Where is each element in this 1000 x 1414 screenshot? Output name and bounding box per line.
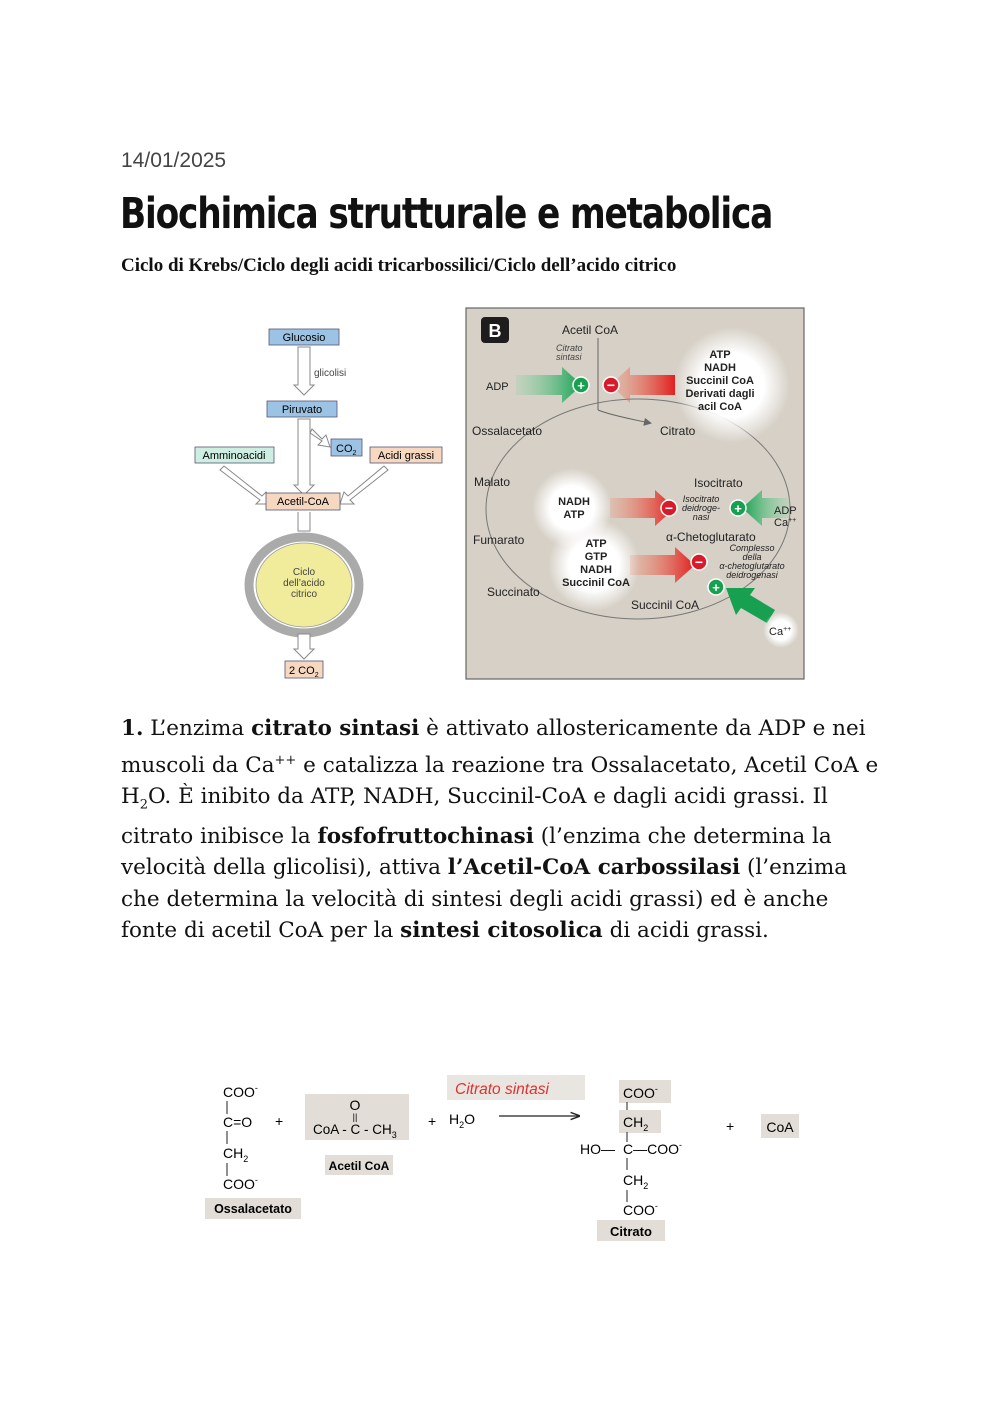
- text-run: e catalizza la reazione tra Ossalacetato, Acetil CoA e H: [121, 752, 879, 810]
- ciclo-line1: Ciclo: [292, 567, 316, 578]
- citrato-sintasi-2: sintasi: [556, 352, 582, 362]
- coa-c-ch3: CoA - C - $CH_3$: [313, 1122, 397, 1140]
- co2-label: $CO_2$: [336, 443, 357, 457]
- label-line: Complesso: [729, 543, 775, 553]
- malato-label: Malato: [474, 475, 511, 489]
- coo-group: COO-: [623, 1201, 658, 1218]
- ossalacetato-structure: [205, 1083, 301, 1219]
- citrato-label: Citrato: [660, 424, 696, 438]
- label-line: NADH: [580, 564, 612, 576]
- citrato-caption: Citrato: [610, 1224, 652, 1239]
- double-bond: ||: [352, 1112, 358, 1122]
- coa-product: CoA: [766, 1119, 794, 1135]
- label-line: NADH: [558, 496, 590, 508]
- label-line: deidroge-: [681, 503, 721, 513]
- ossalacetato-label: Ossalacetato: [472, 424, 543, 438]
- coo-group: COO-: [623, 1084, 658, 1101]
- label-line: GTP: [584, 551, 608, 563]
- paragraph-number: 1.: [121, 716, 144, 741]
- isocitrato-label: Isocitrato: [694, 476, 743, 490]
- coo-group: COO-: [223, 1083, 258, 1100]
- text-run: è attivato allostericamente da ADP e nei muscoli da Ca: [121, 716, 866, 778]
- label-line: nasi: [692, 512, 710, 522]
- page-title: Biochimica strutturale e metabolica: [120, 189, 773, 239]
- text-run: O. È inibito da ATP, NADH, Succinil-CoA e dagli acidi grassi. Il citrato inibisce la: [121, 784, 828, 849]
- figure-b-badge: B: [488, 321, 502, 341]
- minus-sign: −: [664, 500, 674, 516]
- bold-citrato-sintasi: citrato sintasi: [251, 716, 420, 741]
- plus-operator: +: [275, 1113, 284, 1129]
- ciclo-line2: dell’acido: [283, 578, 325, 589]
- label-line: Isocitrato: [682, 494, 720, 504]
- label-line: NADH: [704, 362, 736, 374]
- acidi-grassi-label: Acidi grassi: [377, 450, 435, 462]
- co-group: C=O: [223, 1114, 253, 1130]
- ca-label-mid: Ca++: [774, 517, 797, 529]
- label-line: della: [742, 552, 762, 562]
- ossalacetato-caption: Ossalacetato: [214, 1202, 292, 1216]
- text-run: (l’enzima che determina la velocità della glicolisi), attiva: [121, 823, 832, 881]
- acetil-coa-structure: [305, 1094, 409, 1175]
- minus-sign: −: [606, 377, 616, 393]
- label-line: ATP: [709, 349, 731, 361]
- superscript: ++: [274, 752, 297, 768]
- plus-sign: +: [734, 501, 742, 516]
- label-line: ATP: [563, 509, 585, 521]
- label-line: deidrogenasi: [726, 570, 778, 580]
- piruvato-label: Piruvato: [281, 404, 323, 416]
- coo-group: COO-: [223, 1175, 258, 1192]
- label-line: ATP: [585, 538, 607, 550]
- acetil-coa-label-b: Acetil CoA: [562, 323, 619, 337]
- bold-sintesi-citosolica: sintesi citosolica: [400, 918, 603, 944]
- plus-sign: +: [712, 580, 720, 595]
- acetil-coa-label-a: Acetil-CoA: [277, 496, 329, 508]
- adp-label-mid: ADP: [774, 505, 797, 517]
- plus-sign: +: [577, 378, 585, 393]
- water: $H_2O$: [449, 1111, 476, 1130]
- ch2-group: $CH_2$: [223, 1145, 249, 1164]
- krebs-cycle-figure: [190, 305, 810, 685]
- succinil-coa-label: Succinil CoA: [631, 598, 700, 612]
- minus-sign: −: [694, 554, 704, 570]
- enzyme-label: Citrato sintasi: [455, 1081, 549, 1098]
- label-line: α-chetoglutarato: [719, 561, 785, 571]
- ch2-group: $CH_2$: [623, 1114, 649, 1133]
- citrato-structure: [580, 1080, 682, 1241]
- oxygen: O: [349, 1097, 361, 1113]
- hydroxyl: HO—: [580, 1141, 615, 1157]
- fumarato-label: Fumarato: [473, 533, 525, 547]
- subscript: 2: [139, 797, 149, 813]
- c-coo-group: C—COO-: [623, 1140, 682, 1157]
- amminoacidi-label: Amminoacidi: [202, 450, 266, 462]
- citrato-sintasi-reaction: [195, 1070, 815, 1250]
- bold-acetil-coa-carbossilasi: l’Acetil-CoA carbossilasi: [447, 855, 741, 881]
- text-run: (l’enzima che determina la velocità di sintesi degli acidi grassi) ed è anche fonte di acetil CoA per la: [121, 855, 848, 944]
- label-line: Succinil CoA: [562, 577, 630, 589]
- date: 14/01/2025: [121, 149, 227, 172]
- plus-operator: +: [428, 1113, 437, 1129]
- ch2-group: $CH_2$: [623, 1172, 649, 1191]
- text-run: L’enzima: [143, 716, 252, 741]
- ciclo-line3: citrico: [290, 589, 318, 600]
- text-run: di acidi grassi.: [602, 918, 769, 944]
- figure-b: [466, 308, 804, 679]
- out-co2-label: 2 $CO_2$: [289, 665, 319, 679]
- page-subtitle: Ciclo di Krebs/Ciclo degli acidi tricarbossilici/Ciclo dell’acido citrico: [121, 255, 677, 276]
- bold-fosfofruttochinasi: fosfofruttochinasi: [317, 823, 534, 849]
- paragraph-1: [121, 713, 891, 947]
- chetoglutarato-label: α-Chetoglutarato: [666, 530, 756, 544]
- label-line: acil CoA: [697, 401, 743, 413]
- ca-label-bottom: Ca++: [769, 626, 792, 638]
- succinato-label: Succinato: [487, 585, 540, 599]
- glicolisi-label: glicolisi: [314, 368, 347, 379]
- plus-operator: +: [726, 1118, 735, 1134]
- label-line: Succinil CoA: [686, 375, 754, 387]
- adp-label-top: ADP: [486, 381, 509, 393]
- glucosio-label: Glucosio: [282, 332, 326, 344]
- label-line: Derivati dagli: [685, 388, 755, 400]
- acetil-coa-caption: Acetil CoA: [328, 1159, 390, 1173]
- figure-a: [195, 329, 442, 679]
- citrato-sintasi-1: Citrato: [556, 343, 583, 353]
